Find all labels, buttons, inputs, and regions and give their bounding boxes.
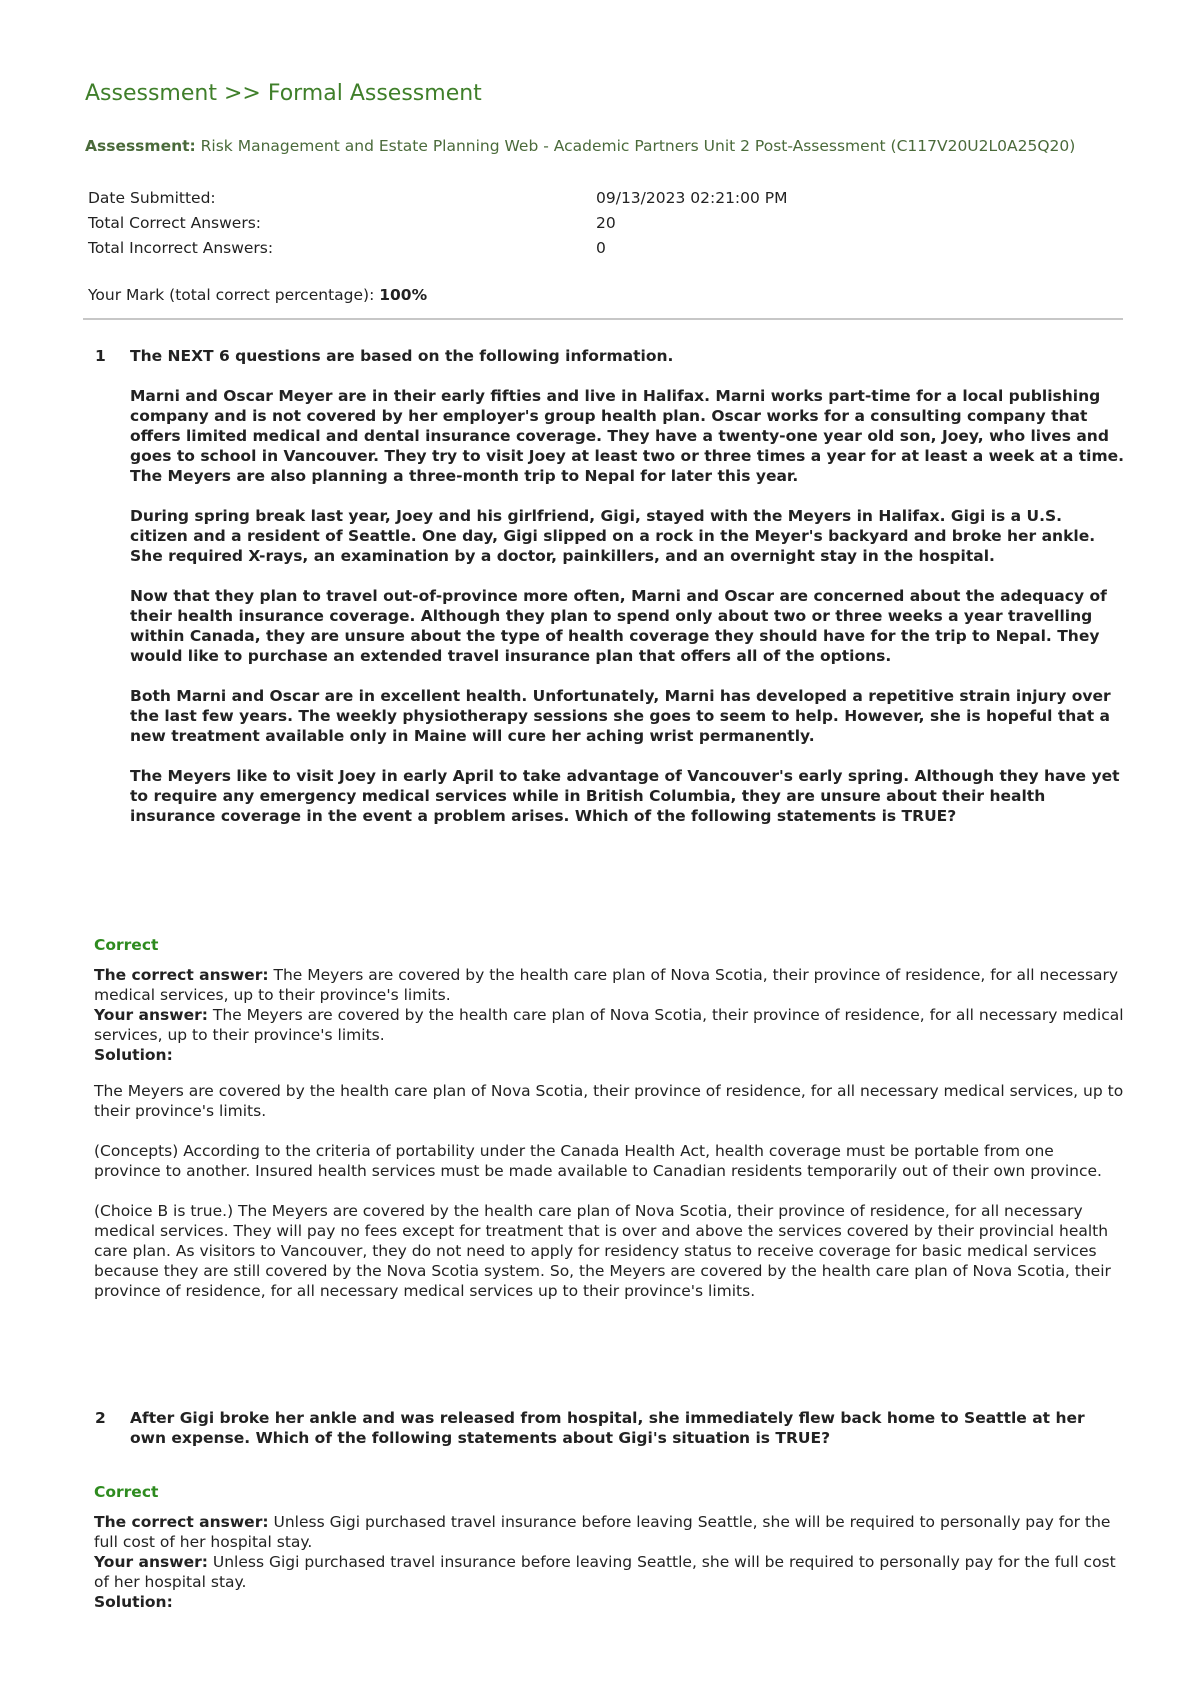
date-submitted-value: 09/13/2023 02:21:00 PM <box>596 189 788 207</box>
assessment-name: Risk Management and Estate Planning Web - Academic Partners Unit 2 Post-Assessment (C117V20U2L0A25Q20) <box>200 137 1076 155</box>
your-answer-label: Your answer: <box>94 1553 208 1571</box>
solution-label: Solution: <box>94 1593 173 1611</box>
assessment-label: Assessment: <box>85 137 196 155</box>
question-paragraph: During spring break last year, Joey and his girlfriend, Gigi, stayed with the Meyers in Halifax. Gigi is a U.S. citizen and a resident of Seattle. One day, Gigi slipped on a rock in the Meyer's backyard and broke her ankle. She required X-rays, an examination by a doctor, painkillers, and an overnight stay in the hospital. <box>130 507 1096 565</box>
result-status: Correct <box>94 936 159 954</box>
correct-answer-label: The correct answer: <box>94 1513 269 1531</box>
question-2 <box>95 1408 1125 1448</box>
your-mark <box>88 285 427 305</box>
question-paragraph: Marni and Oscar Meyer are in their early fifties and live in Halifax. Marni works part-time for a local publishing company and is not covered by her employer's group health plan. Oscar works for a consulting company that offers limited medical and dental insurance coverage. They have a twenty-one year old son, Joey, who lives and goes to school in Vancouver. They try to visit Joey at least two or three times a year for at least a week at a time. The Meyers are also planning a three-month trip to Nepal for later this year. <box>130 387 1125 485</box>
summary-row-incorrect <box>88 236 788 261</box>
question-paragraph: The NEXT 6 questions are based on the following information. <box>130 347 674 365</box>
total-incorrect-label: Total Incorrect Answers: <box>88 239 274 257</box>
assessment-title <box>85 137 1125 156</box>
solution-label: Solution: <box>94 1046 173 1064</box>
solution-paragraph: (Concepts) According to the criteria of portability under the Canada Health Act, health coverage must be portable from one province to another. Insured health services must be made available to Canadian residents temporarily out of their own province. <box>94 1142 1102 1180</box>
breadcrumb: Assessment >> Formal Assessment <box>85 81 482 106</box>
question-paragraph: Now that they plan to travel out-of-province more often, Marni and Oscar are concerned about the adequacy of their health insurance coverage. Although they plan to spend only about two or three weeks a year travelling within Canada, they are unsure about the type of health coverage they should have for the trip to Nepal. They would like to purchase an extended travel insurance plan that offers all of the options. <box>130 587 1107 665</box>
question-number: 2 <box>95 1409 106 1427</box>
divider <box>83 318 1123 320</box>
your-answer <box>94 1005 1124 1045</box>
mark-value: 100% <box>379 286 428 304</box>
question-paragraph: Both Marni and Oscar are in excellent health. Unfortunately, Marni has developed a repetitive strain injury over the last few years. The weekly physiotherapy sessions she goes to seem to help. However, she is hopeful that a new treatment available only in Maine will cure her aching wrist permanently. <box>130 687 1111 745</box>
question-paragraph: The Meyers like to visit Joey in early April to take advantage of Vancouver's early spring. Although they have yet to require any emergency medical services while in British Columbia, they are unsure about their health insurance coverage in the event a problem arises. Which of the following statements is TRUE? <box>130 767 1120 825</box>
solution-paragraph: (Choice B is true.) The Meyers are covered by the health care plan of Nova Scotia, their province of residence, for all necessary medical services. They will pay no fees except for treatment that is over and above the services covered by their provincial health care plan. As visitors to Vancouver, they do not need to apply for residency status to receive coverage for basic medical services because they are still covered by the Nova Scotia system. So, the Meyers are covered by the health care plan of Nova Scotia, their province of residence, for all necessary medical services up to their province's limits. <box>94 1202 1111 1300</box>
question-text <box>130 1408 1125 1448</box>
question-2-result <box>94 1482 1124 1612</box>
question-text <box>130 346 1125 826</box>
solution-text <box>94 1081 1124 1301</box>
question-number: 1 <box>95 347 106 365</box>
summary-row-date <box>88 186 788 211</box>
mark-label: Your Mark (total correct percentage): <box>88 286 375 304</box>
question-1-result <box>94 935 1124 1321</box>
total-correct-value: 20 <box>596 214 616 232</box>
your-answer-text: Unless Gigi purchased travel insurance before leaving Seattle, she will be required to personally pay for the full cost of her hospital stay. <box>94 1553 1116 1591</box>
summary-table <box>88 186 788 261</box>
question-paragraph: After Gigi broke her ankle and was released from hospital, she immediately flew back home to Seattle at her own expense. Which of the following statements about Gigi's situation is TRUE? <box>130 1409 1085 1447</box>
your-answer <box>94 1552 1124 1592</box>
question-1 <box>95 346 1125 826</box>
summary-row-correct <box>88 211 788 236</box>
correct-answer-text: Unless Gigi purchased travel insurance before leaving Seattle, she will be required to personally pay for the full cost of her hospital stay. <box>94 1513 1111 1551</box>
total-incorrect-value: 0 <box>596 239 606 257</box>
correct-answer <box>94 965 1124 1005</box>
result-status: Correct <box>94 1483 159 1501</box>
solution-paragraph: The Meyers are covered by the health care plan of Nova Scotia, their province of residence, for all necessary medical services, up to their province's limits. <box>94 1082 1124 1120</box>
correct-answer-text: The Meyers are covered by the health care plan of Nova Scotia, their province of residence, for all necessary medical services, up to their province's limits. <box>94 966 1119 1004</box>
date-submitted-label: Date Submitted: <box>88 189 216 207</box>
correct-answer <box>94 1512 1124 1552</box>
your-answer-label: Your answer: <box>94 1006 208 1024</box>
total-correct-label: Total Correct Answers: <box>88 214 262 232</box>
correct-answer-label: The correct answer: <box>94 966 269 984</box>
your-answer-text: The Meyers are covered by the health care plan of Nova Scotia, their province of residence, for all necessary medical services, up to their province's limits. <box>94 1006 1124 1044</box>
